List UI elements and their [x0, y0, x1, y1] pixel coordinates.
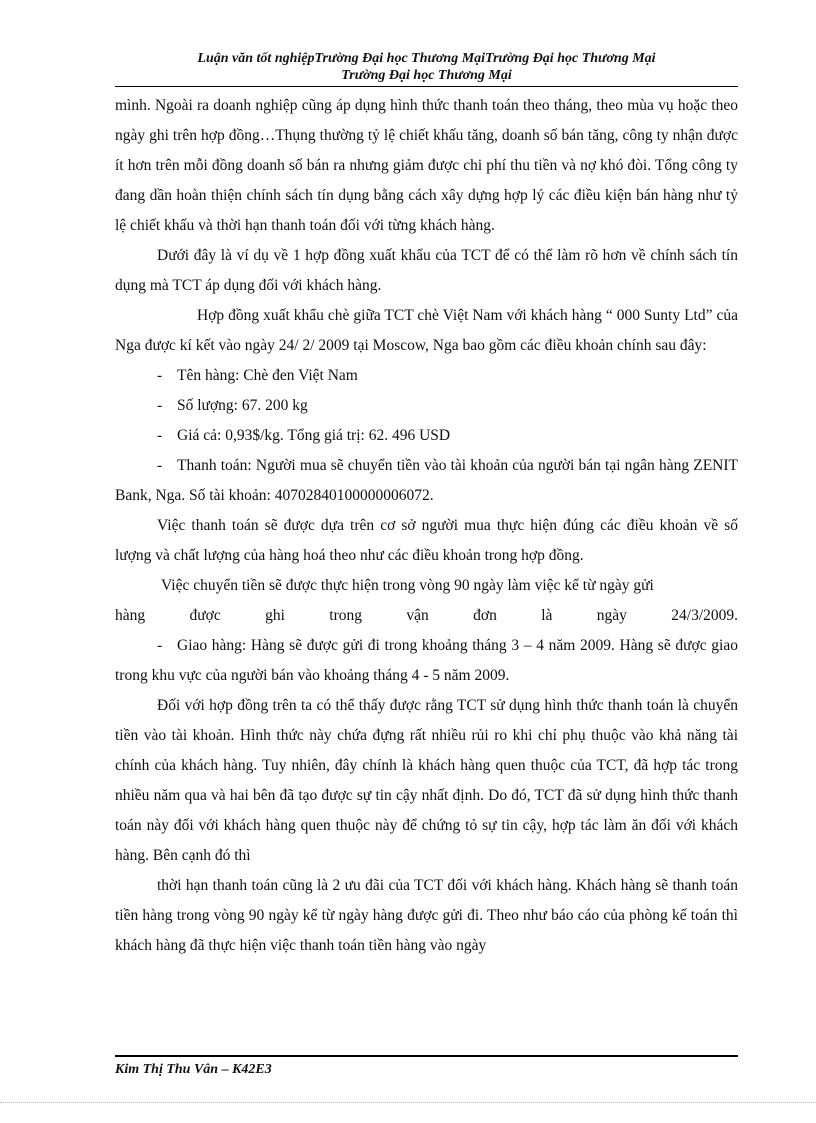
paragraph: hàng được ghi trong vận đơn là ngày 24/3/2009. — [115, 607, 738, 624]
paragraph: Dưới đây là ví dụ về 1 hợp đồng xuất khẩu của TCT để có thể làm rõ hơn về chính sách tín dụng mà TCT áp dụng đối với khách hàng. — [115, 247, 738, 294]
list-item-text: Giao hàng: Hàng sẽ được gửi đi trong khoảng tháng 3 – 4 năm 2009. Hàng sẽ được giao trong khu vực của người bán vào khoảng tháng 4 - 5 năm 2009. — [115, 637, 738, 684]
paragraph: Việc chuyển tiền sẽ được thực hiện trong vòng 90 ngày làm việc kể từ ngày gửi — [161, 577, 654, 594]
list-item-text: Thanh toán: Người mua sẽ chuyển tiền vào tài khoản của người bán tại ngân hàng ZENIT Bank, Nga. Số tài khoản: 40702840100000006072. — [115, 457, 738, 504]
paragraph: Hợp đồng xuất khẩu chè giữa TCT chè Việt Nam với khách hàng “ 000 Sunty Ltd” của Nga được kí kết vào ngày 24/ 2/ 2009 tại Moscow, Nga bao gồm các điều khoản chính sau đây: — [115, 307, 738, 354]
bullet-dash: - — [157, 397, 163, 414]
list-item-text: Giá cả: 0,93$/kg. Tổng giá trị: 62. 496 USD — [177, 427, 451, 444]
header-line-1: Luận văn tốt nghiệpTrường Đại học Thương MạiTrường Đại học Thương Mại — [197, 51, 656, 66]
page-header — [115, 50, 738, 84]
header-divider — [115, 86, 738, 87]
bullet-dash: - — [157, 457, 163, 474]
list-item — [115, 421, 738, 451]
bullet-dash: - — [157, 427, 163, 444]
footer-divider — [115, 1055, 738, 1057]
list-item-text: Số lượng: 67. 200 kg — [177, 397, 308, 414]
document-body — [115, 91, 738, 961]
list-item — [115, 451, 738, 511]
paragraph: Đối với hợp đồng trên ta có thể thấy được rằng TCT sử dụng hình thức thanh toán là chuyển tiền vào tài khoản. Hình thức này chứa đựng rất nhiều rủi ro khi chỉ phụ thuộc vào khả năng tài chính của khách hàng. Tuy nhiên, đây chính là khách hàng quen thuộc của TCT, đã hợp tác trong nhiều năm qua và hai bên đã tạo được sự tin cậy nhất định. Do đó, TCT đã sử dụng hình thức thanh toán này đối với khách hàng quen thuộc này để chứng tỏ sự tin cậy, hợp tác làm ăn đối với khách hàng. Bên cạnh đó thì — [115, 697, 738, 864]
page-footer: Kim Thị Thu Vân – K42E3 — [115, 1062, 272, 1077]
paragraph: mình. Ngoài ra doanh nghiệp cũng áp dụng hình thức thanh toán theo tháng, theo mùa vụ hoặc theo ngày ghi trên hợp đồng…Thụng thường tỷ lệ chiết khấu tăng, doanh số bán tăng, công ty nhận được ít hơn trên mỗi đồng doanh số bán ra nhưng giảm được chi phí thu tiền và nợ khó đòi. Tổng công ty đang dần hoàn thiện chính sách tín dụng bằng cách xây dựng hợp lý các điều kiện bán hàng như tỷ lệ chiết khấu và thời hạn thanh toán đối với từng khách hàng. — [115, 97, 738, 234]
list-item-text: Tên hàng: Chè đen Việt Nam — [177, 367, 358, 384]
bullet-dash: - — [157, 367, 163, 384]
list-item — [115, 361, 738, 391]
paragraph: thời hạn thanh toán cũng là 2 ưu đãi của TCT đối với khách hàng. Khách hàng sẽ thanh toán tiền hàng trong vòng 90 ngày kể từ ngày hàng được gửi đi. Theo như báo cáo của phòng kế toán thì khách hàng đã thực hiện việc thanh toán tiền hàng vào ngày — [115, 877, 738, 954]
list-item — [115, 631, 738, 691]
list-item — [115, 391, 738, 421]
header-line-2: Trường Đại học Thương Mại — [341, 68, 512, 83]
paragraph: Việc thanh toán sẽ được dựa trên cơ sở người mua thực hiện đúng các điều khoản về số lượng và chất lượng của hàng hoá theo như các điều khoản trong hợp đồng. — [115, 517, 738, 564]
bullet-dash: - — [157, 637, 163, 654]
page-bottom-border — [0, 1102, 816, 1103]
